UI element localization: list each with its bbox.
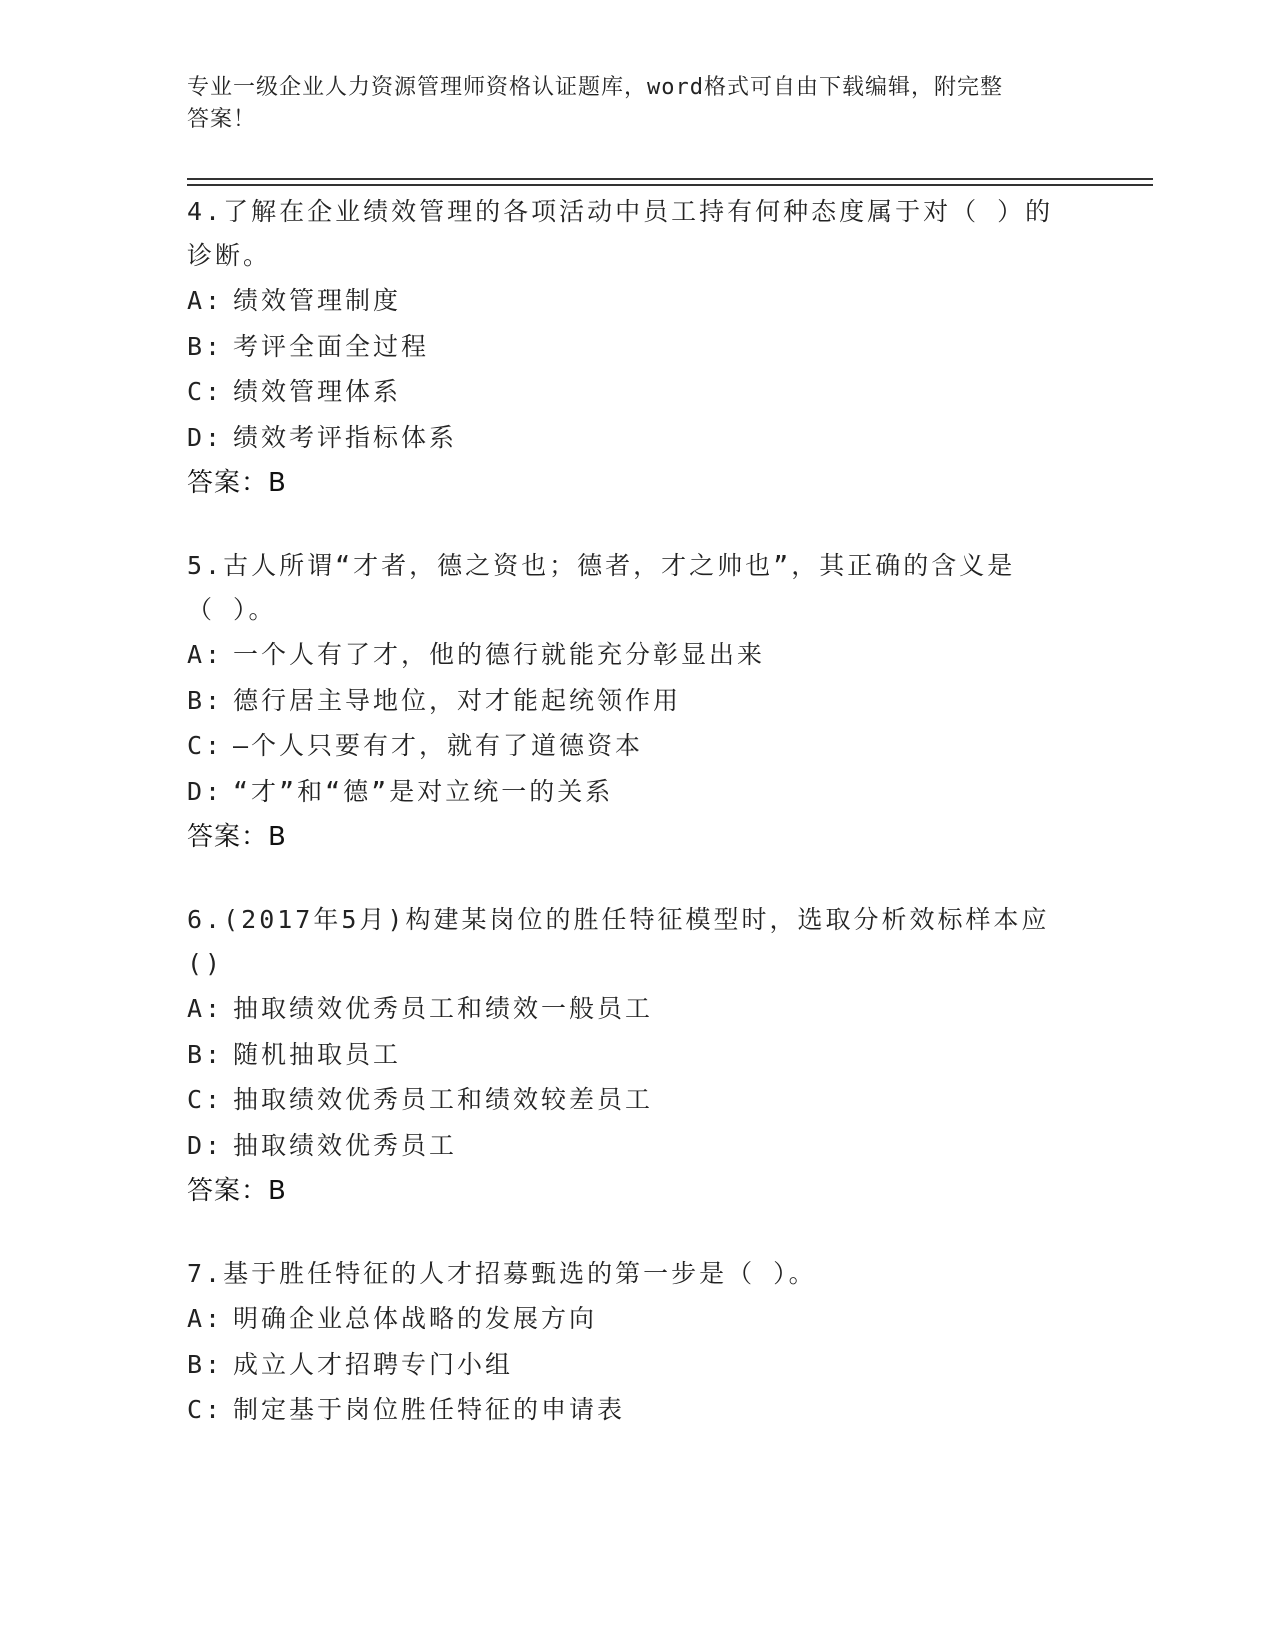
option-text: 一个人有了才，他的德行就能充分彰显出来 [233,640,766,669]
document-header [187,72,1067,136]
option-text: “才”和“德”是对立统一的关系 [233,776,614,806]
option-letter: C: [187,377,224,406]
option-letter: C: [187,731,224,760]
question-5 [187,544,1087,860]
option-b [187,1032,1087,1078]
question-7 [187,1252,1087,1433]
option-c [187,369,1087,415]
option-text: 绩效考评指标体系 [233,422,458,452]
option-letter: D: [187,776,224,806]
option-b [187,324,1087,370]
option-d [187,1123,1087,1169]
option-b [187,678,1087,724]
option-text: 明确企业总体战略的发展方向 [233,1304,598,1333]
option-text: 制定基于岗位胜任特征的申请表 [233,1395,626,1424]
question-4 [187,190,1087,506]
option-text: 抽取绩效优秀员工和绩效较差员工 [233,1085,654,1114]
answer-line: 答案：B [187,822,287,852]
option-letter: A: [187,994,224,1023]
option-text: —个人只要有才，就有了道德资本 [233,731,644,760]
header-divider-bottom [187,184,1153,186]
option-a [187,986,1087,1032]
option-b [187,1342,1087,1388]
option-letter: D: [187,1130,224,1160]
option-letter: B: [187,685,224,715]
option-letter: C: [187,1085,224,1114]
option-c [187,1387,1087,1433]
question-stem: 5.古人所谓“才者，德之资也；德者，才之帅也”，其正确的含义是 [187,551,1016,580]
header-divider-top [187,178,1153,180]
answer-line: 答案：B [187,468,287,498]
question-stem: 7.基于胜任特征的人才招募甄选的第一步是（ ）。 [187,1259,817,1288]
option-letter: C: [187,1395,224,1424]
question-stem-continued: 诊断。 [187,241,272,270]
option-text: 成立人才招聘专门小组 [233,1349,514,1379]
option-text: 抽取绩效优秀员工和绩效一般员工 [233,994,654,1023]
option-letter: B: [187,331,224,361]
option-letter: A: [187,1304,224,1333]
option-a [187,1296,1087,1342]
answer-line: 答案：B [187,1176,287,1206]
question-stem-continued: () [187,949,224,978]
question-list [187,190,1087,1471]
question-6 [187,898,1087,1214]
option-c [187,723,1087,769]
option-letter: A: [187,286,224,315]
option-text: 考评全面全过程 [233,331,430,361]
header-line-1: 专业一级企业人力资源管理师资格认证题库，word格式可自由下载编辑，附完整 [187,75,1003,100]
question-stem: 4.了解在企业绩效管理的各项活动中员工持有何种态度属于对（ ）的 [187,197,1054,226]
header-line-2: 答案！ [187,107,257,132]
option-text: 绩效管理体系 [233,377,402,406]
option-text: 随机抽取员工 [233,1039,402,1069]
option-d [187,415,1087,461]
option-text: 德行居主导地位，对才能起统领作用 [233,685,682,715]
option-text: 抽取绩效优秀员工 [233,1130,458,1160]
option-letter: D: [187,422,224,452]
option-letter: B: [187,1039,224,1069]
question-stem-continued: （ ）。 [187,595,277,624]
question-stem: 6.(2017年5月)构建某岗位的胜任特征模型时，选取分析效标样本应 [187,905,1050,934]
option-c [187,1077,1087,1123]
option-text: 绩效管理制度 [233,286,402,315]
option-a [187,632,1087,678]
option-letter: A: [187,640,224,669]
option-a [187,278,1087,324]
option-letter: B: [187,1349,224,1379]
option-d [187,769,1087,815]
